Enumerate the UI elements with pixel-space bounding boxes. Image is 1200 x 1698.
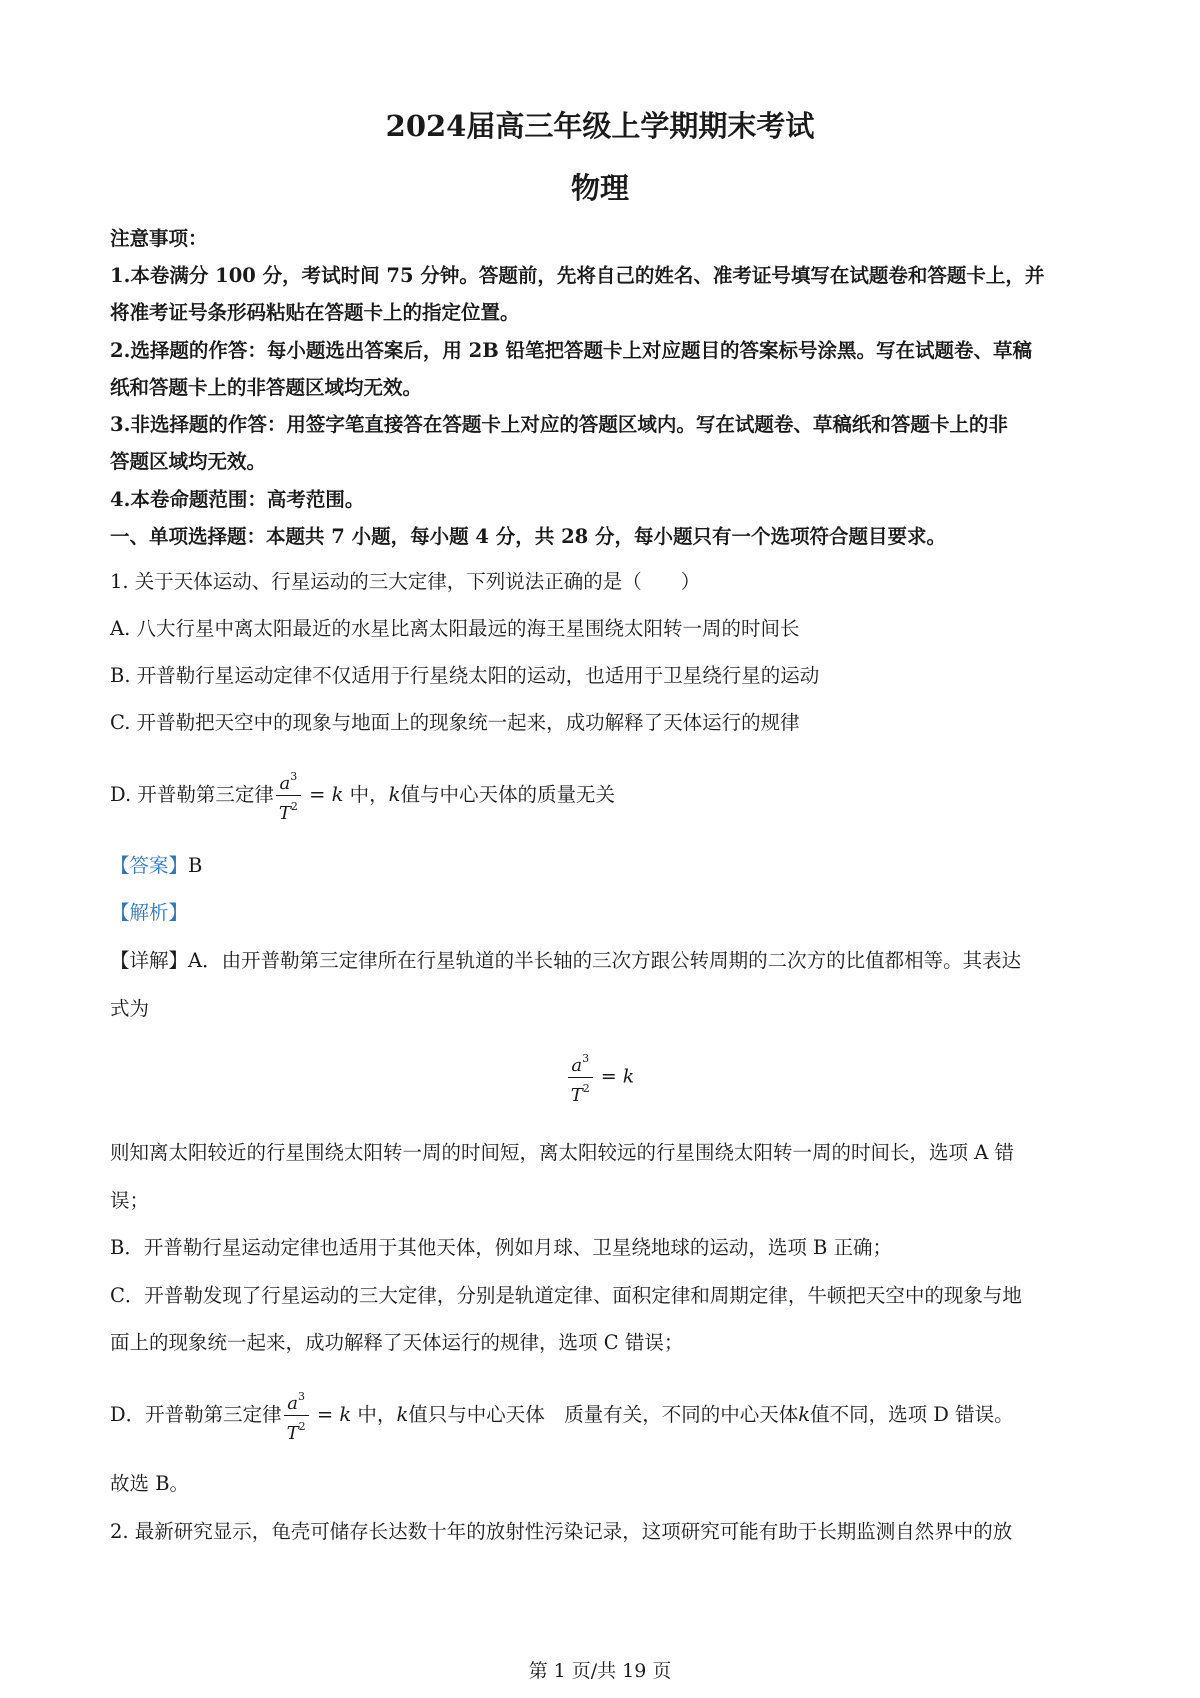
question-2-stem: 2. 最新研究显示，龟壳可储存长达数十年的放射性污染记录，这项研究可能有助于长期监测自然界中的放 — [110, 1520, 1013, 1543]
option-d-mid: 中， — [349, 783, 389, 806]
centered-formula — [0, 1048, 1200, 1107]
c-formula-t-exp: 2 — [582, 1082, 590, 1095]
notice-item-2a: 2.选择题的作答：每小题选出答案后，用 2B 铅笔把答题卡上对应题目的答案标号涂黑。写在试题卷、草稿 — [110, 339, 1032, 362]
detail-c-line-1: C．开普勒发现了行星运动的三大定律，分别是轨道定律、面积定律和周期定律，牛顿把天空中的现象与地 — [110, 1284, 1022, 1307]
d-formula-t-exp: 2 — [298, 1420, 306, 1433]
detail-a-text: A．由开普勒第三定律所在行星轨道的半长轴的三次方跟公转周期的二次方的比值都相等。其表达 — [188, 949, 1022, 972]
d-formula-t: T — [286, 1423, 299, 1444]
notice-item-1b: 将准考证号条形码粘贴在答题卡上的指定位置。 — [110, 301, 520, 324]
question-1-option-d — [110, 766, 615, 825]
page-number: 第 1 页/共 19 页 — [528, 1660, 672, 1682]
option-d-prefix: D. 开普勒第三定律 — [110, 783, 274, 806]
detail-d-mid: 中， — [357, 1403, 397, 1426]
c-formula-a-exp: 3 — [582, 1052, 590, 1065]
notice-item-4: 4.本卷命题范围：高考范围。 — [110, 488, 365, 511]
centered-kepler-formula — [568, 1048, 593, 1107]
option-d-k: k — [388, 783, 401, 806]
option-d-eq: = k — [309, 783, 344, 806]
detail-d-end: 值不同，选项 D 错误。 — [810, 1403, 1014, 1426]
detail-a-line-2: 式为 — [110, 997, 150, 1020]
answer-line — [110, 852, 202, 880]
detail-b-line: B．开普勒行星运动定律也适用于其他天体，例如月球、卫星绕地球的运动，选项 B 正确； — [110, 1236, 893, 1259]
question-1-option-a: A. 八大行星中离太阳最近的水星比离太阳最远的海王星围绕太阳转一周的时间长 — [110, 617, 800, 640]
detail-d-k2: k — [798, 1403, 811, 1426]
detail-c-line-2: 面上的现象统一起来，成功解释了天体运行的规律，选项 C 错误； — [110, 1331, 684, 1354]
notice-item-1a: 1.本卷满分 100 分，考试时间 75 分钟。答题前，先将自己的姓名、准考证号填写在试题卷和答题卡上，并 — [110, 264, 1045, 287]
detail-tag: 【详解】 — [110, 949, 189, 972]
question-1-option-c: C. 开普勒把天空中的现象与地面上的现象统一起来，成功解释了天体运行的规律 — [110, 711, 800, 734]
c-formula-rhs: = k — [600, 1065, 635, 1088]
detail-d-k1: k — [396, 1403, 409, 1426]
subject-title: 物理 — [570, 171, 629, 205]
analysis-tag: 【解析】 — [110, 901, 189, 924]
option-d-suffix: 值与中心天体的质量无关 — [400, 783, 615, 806]
detail-kepler-formula — [284, 1386, 309, 1445]
detail-a-line-4: 误； — [110, 1189, 150, 1212]
section-heading: 一、单项选择题：本题共 7 小题，每小题 4 分，共 28 分，每小题只有一个选项符合题目要求。 — [110, 525, 947, 548]
question-1-stem: 1. 关于天体运动、行星运动的三大定律，下列说法正确的是（ ） — [110, 570, 701, 593]
d-formula-a: a — [287, 1393, 299, 1414]
notice-heading: 注意事项： — [110, 227, 208, 250]
exam-title: 2024届高三年级上学期期末考试 — [385, 109, 815, 143]
detail-a-line-1 — [110, 947, 1021, 975]
formula-t: T — [278, 803, 291, 824]
detail-a-line-3: 则知离太阳较近的行星围绕太阳转一周的时间短，离太阳较远的行星围绕太阳转一周的时间长，选项 A 错 — [110, 1141, 1014, 1164]
c-formula-a: a — [571, 1055, 583, 1076]
notice-item-3b: 答题区域均无效。 — [110, 450, 267, 473]
answer-value: B — [188, 854, 203, 877]
detail-d-eq: = k — [316, 1403, 352, 1426]
detail-d-line — [110, 1386, 1014, 1445]
notice-item-3a: 3.非选择题的作答：用签字笔直接答在答题卡上对应的答题区域内。写在试题卷、草稿纸和答题卡上的非 — [110, 413, 1008, 436]
conclusion-line: 故选 B。 — [110, 1472, 190, 1495]
c-formula-t: T — [570, 1085, 583, 1106]
answer-tag: 【答案】 — [110, 854, 189, 877]
formula-a: a — [279, 773, 291, 794]
question-1-option-b: B. 开普勒行星运动定律不仅适用于行星绕太阳的运动，也适用于卫星绕行星的运动 — [110, 664, 820, 687]
notice-item-2b: 纸和答题卡上的非答题区域均无效。 — [110, 376, 423, 399]
d-formula-a-exp: 3 — [298, 1390, 306, 1403]
formula-t-exp: 2 — [290, 800, 298, 813]
formula-a-exp: 3 — [290, 770, 298, 783]
detail-d-prefix: D．开普勒第三定律 — [110, 1403, 282, 1426]
detail-d-suffix: 值只与中心天体 质量有关，不同的中心天体 — [408, 1403, 799, 1426]
kepler-formula — [276, 766, 301, 825]
